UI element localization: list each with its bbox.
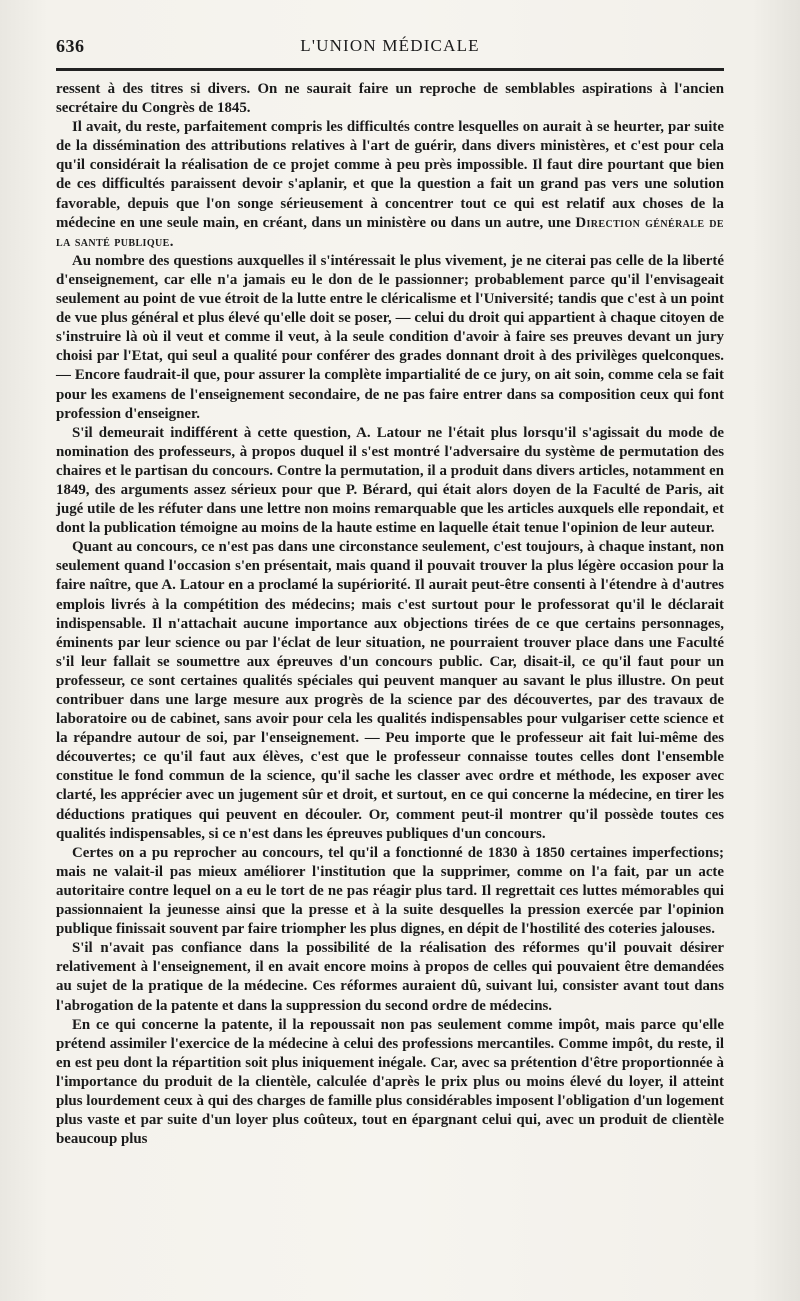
paragraph-5: Quant au concours, ce n'est pas dans une circonstance seulement, c'est toujours, à chaque instant, non seulement quand l'occasion s'en présentait, mais quand il pouvait trouver la plus légère occasion pour la faire naître, que A. Latour en a proclamé la supériorité. Il aurait peut-être consenti à l'étendre à d'autres emplois livrés à la compétition des médecins; mais c'est surtout pour le professorat qu'il le déclarait indispensable. Il n'attachait aucune importance aux objections tirées de ce que certains personnages, éminents par leur science ou par l'éclat de leur situation, ne pourraient trouver place dans une Faculté s'il leur fallait se soumettre aux épreuves d'un concours public. Car, disait-il, ce qu'il faut pour un professeur, ce sont certaines qualités spéciales qui peuvent manquer au savant le plus illustre. On peut contribuer dans une large mesure aux progrès de la science par des découvertes, par des travaux de laboratoire ou de cabinet, sans avoir pour cela les qualités indispensables pour vulgariser cette science et la répandre autour de soi, par l'enseignement. — Peu importe que le professeur ait fait lui-même des découvertes; ce qu'il faut aux élèves, c'est que le professeur connaisse toutes celles dont l'ensemble constitue le fond commun de la science, qu'il sache les classer avec ordre et méthode, les exposer avec clarté, les apprécier avec un jugement sûr et droit, et surtout, en ce qui concerne la médecine, en tirer les déductions pratiques qui peuvent en découler. Or, comment peut-il montrer qu'il possède toutes ces qualités indispensables, si ce n'est dans les épreuves publiques d'un concours. [56,539,724,842]
paragraph-2-tail: . [169,233,174,250]
article-body [56,80,724,1149]
paragraph-4: S'il demeurait indifférent à cette question, A. Latour ne l'était plus lorsqu'il s'agissait du mode de nomination des professeurs, à propos duquel il s'est montré l'adversaire du système de permutation des chaires et le partisan du concours. Contre la permutation, il a produit dans divers articles, notamment en 1849, des arguments assez sérieux pour que P. Bérard, qui était alors doyen de la Faculté de Paris, ait jugé utile de les réfuter dans une lettre non moins remarquable que les articles auxquels elle repondait, et dont la publication témoigne au moins de la haute estime en laquelle était tenue l'opinion de leur auteur. [56,424,724,537]
journal-title: L'UNION MÉDICALE [300,36,480,55]
paragraph-3: Au nombre des questions auxquelles il s'intéressait le plus vivement, je ne citerai pas celle de la liberté d'enseignement, car elle n'a jamais eu le don de le passionner; probablement parce qu'il l'envisageait seulement au point de vue étroit de la lutte entre le cléricalisme et l'Université; tandis que c'est à un point de vue plus général et plus élevé qu'elle doit se poser, — celui du droit qui appartient à chaque citoyen de s'instruire là où il veut et comme il veut, à la seule condition d'avoir à faire ses preuves devant un jury choisi par l'Etat, qui seul a qualité pour conférer des grades donnant droit à des privilèges quelconques. — Encore faudrait-il que, pour assurer la complète impartialité de ce jury, on ait soin, comme cela se fait pour les examens de l'enseignement secondaire, de ne pas faire entrer dans sa composition ceux qui font profession d'enseigner. [56,252,724,422]
paragraph-6: Certes on a pu reprocher au concours, tel qu'il a fonctionné de 1830 à 1850 certaines imperfections; mais ne valait-il pas mieux améliorer l'institution que la supprimer, comme on l'a fait, par un acte autoritaire contre lequel on a eu le tort de ne pas réagir plus tard. Il regrettait ces luttes mémorables qui passionnaient la jeunesse ainsi que la presse et à la suite desquelles la pression exercée par l'opinion publique finissait souvent par faire triompher les plus dignes, en dépit de l'hostilité des coteries jalouses. [56,844,724,938]
page-header [56,34,724,64]
paragraph-8: En ce qui concerne la patente, il la repoussait non pas seulement comme impôt, mais parce qu'elle prétend assimiler l'exercice de la médecine à celui des professions mercantiles. Comme impôt, du reste, il en est peu dont la répartition soit plus iniquement inégale. Car, avec sa prétention d'être proportionnée à l'importance du produit de la clientèle, calculée d'après le prix plus ou moins élevé du loyer, il atteint plus lourdement ceux à qui des charges de famille plus considérables imposent l'obligation d'un logement plus vaste et par suite d'un loyer plus coûteux, tout en épargnant celui qui, avec un produit de clientèle beaucoup plus [56,1016,724,1148]
page-number: 636 [56,36,85,56]
paragraph-1: ressent à des titres si divers. On ne saurait faire un reproche de semblables aspirations à l'ancien secrétaire du Congrès de 1845. [56,81,724,117]
header-rule [56,68,724,71]
paragraph-2-text: Il avait, du reste, parfaitement compris les difficultés contre lesquelles on aurait à se heurter, par suite de la dissémination des attributions relatives à l'art de guérir, dans divers ministères, et c'est pour cela qu'il considérait la réalisation de ce projet comme à peu près impossible. Il faut dire pourtant que bien de ces difficultés paraissent devoir s'aplanir, et que la question a fait un grand pas vers une solution favorable, depuis que l'on songe sérieusement à concentrer tout ce qui est relatif aux choses de la médecine en une seule main, en créant, dans un ministère ou dans un autre, une [56,119,724,231]
paragraph-7: S'il n'avait pas confiance dans la possibilité de la réalisation des réformes qu'il pouvait désirer relativement à l'enseignement, il en avait encore moins à propos de celles qui pouvaient être demandées au sujet de la pratique de la médecine. Ces réformes auraient dû, suivant lui, consister avant tout dans l'abrogation de la patente et dans la suppression du second ordre de médecins. [56,940,724,1014]
direction-generale-small-caps: Direction générale de la santé publique [56,214,724,250]
paragraph-2 [56,118,724,252]
